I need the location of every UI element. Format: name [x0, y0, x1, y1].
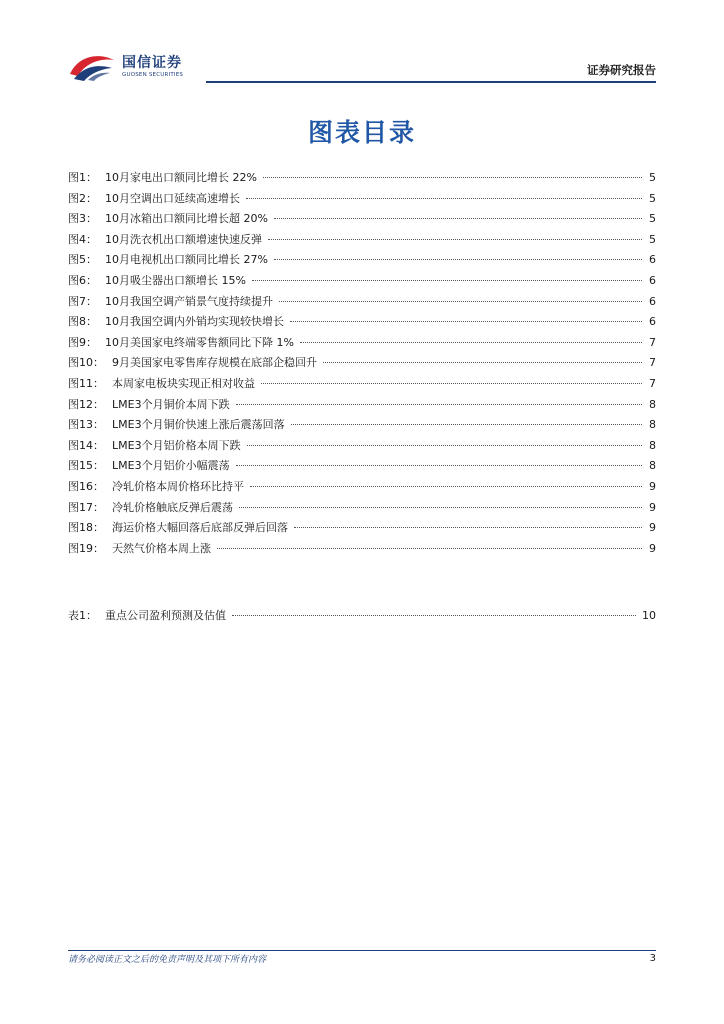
figure-entry-label: 图14： — [68, 438, 104, 452]
table-entry[interactable] — [68, 606, 656, 627]
figure-entry[interactable] — [68, 374, 656, 395]
table-list — [68, 606, 656, 627]
figure-entry-title[interactable]: 天然气价格本周上涨 — [112, 541, 211, 555]
figure-entry-page[interactable]: 6 — [649, 315, 656, 329]
figure-entry-page[interactable]: 5 — [649, 171, 656, 184]
figure-entry-page[interactable]: 5 — [649, 212, 656, 226]
dot-leader — [290, 321, 642, 322]
figure-entry[interactable] — [68, 353, 656, 374]
figure-entry[interactable] — [68, 168, 656, 189]
figure-entry-page[interactable]: 8 — [649, 459, 656, 473]
table-entry-label: 表1： — [68, 609, 97, 622]
dot-leader — [274, 259, 642, 260]
dot-leader — [236, 465, 642, 466]
page-number: 3 — [649, 953, 656, 964]
figure-entry[interactable] — [68, 395, 656, 416]
figure-entry[interactable] — [68, 209, 656, 230]
figure-entry-label: 图16： — [68, 479, 104, 493]
figure-entry-title[interactable]: 10月家电出口额同比增长 22% — [105, 171, 257, 184]
figure-entry-label: 图18： — [68, 521, 104, 535]
logo-name-cn: 国信证券 — [122, 54, 182, 71]
figure-entry-page[interactable]: 6 — [649, 294, 656, 308]
figure-entry-page[interactable]: 7 — [649, 356, 656, 370]
figure-entry[interactable] — [68, 230, 656, 251]
figure-entry-label: 图19： — [68, 541, 104, 555]
guosen-logo — [68, 50, 208, 84]
figure-entry-label: 图3： — [68, 212, 97, 226]
dot-leader — [291, 424, 642, 425]
figure-entry[interactable] — [68, 415, 656, 436]
figure-entry-title[interactable]: 冷轧价格触底反弹后震荡 — [112, 500, 233, 514]
table-entry-page[interactable]: 10 — [642, 609, 656, 622]
figure-entry-title[interactable]: 冷轧价格本周价格环比持平 — [112, 479, 244, 493]
page-title: 图表目录 — [307, 118, 416, 147]
figure-entry[interactable] — [68, 518, 656, 539]
figure-entry-page[interactable]: 9 — [649, 521, 656, 535]
figure-entry-title[interactable]: LME3个月铜价快速上涨后震荡回落 — [112, 418, 285, 432]
dot-leader — [247, 445, 642, 446]
figure-entry-page[interactable]: 6 — [649, 273, 656, 287]
figure-entry[interactable] — [68, 250, 656, 271]
figure-entry[interactable] — [68, 436, 656, 457]
figure-entry-page[interactable]: 5 — [649, 232, 656, 246]
figure-entry-page[interactable]: 9 — [649, 500, 656, 514]
dot-leader — [263, 177, 642, 178]
dot-leader — [217, 548, 642, 549]
figure-entry-label: 图15： — [68, 459, 104, 473]
figure-entry-title[interactable]: 10月洗衣机出口额增速快速反弹 — [105, 232, 262, 246]
figure-entry-page[interactable]: 5 — [649, 191, 656, 205]
dot-leader — [274, 218, 642, 219]
figure-entry-page[interactable]: 8 — [649, 438, 656, 452]
dot-leader — [300, 342, 642, 343]
dot-leader — [268, 239, 642, 240]
figure-entry-title[interactable]: LME3个月铜价本周下跌 — [112, 397, 230, 411]
figure-entry-page[interactable]: 9 — [649, 541, 656, 555]
figure-entry-label: 图17： — [68, 500, 104, 514]
figure-entry-title[interactable]: 10月吸尘器出口额增长 15% — [105, 273, 246, 287]
figure-entry[interactable] — [68, 271, 656, 292]
figure-entry-title[interactable]: 本周家电板块实现正相对收益 — [112, 376, 255, 390]
figure-entry-label: 图11： — [68, 376, 104, 390]
figure-entry-label: 图4： — [68, 232, 97, 246]
figure-entry-page[interactable]: 6 — [649, 253, 656, 267]
dot-leader — [250, 486, 642, 487]
figure-entry[interactable] — [68, 312, 656, 333]
figure-entry[interactable] — [68, 498, 656, 519]
figure-entry-label: 图2： — [68, 191, 97, 205]
guosen-logo-icon — [68, 52, 118, 82]
footer-divider — [68, 950, 656, 951]
figure-entry-page[interactable]: 8 — [649, 418, 656, 432]
header-divider — [206, 81, 656, 83]
figure-entry-label: 图9： — [68, 335, 97, 349]
figure-entry-title[interactable]: LME3个月铝价格本周下跌 — [112, 438, 241, 452]
figure-entry[interactable] — [68, 456, 656, 477]
dot-leader — [239, 507, 642, 508]
dot-leader — [261, 383, 642, 384]
figure-entry-label: 图7： — [68, 294, 97, 308]
figure-list — [68, 168, 656, 559]
dot-leader — [252, 280, 642, 281]
figure-entry-title[interactable]: 10月美国家电终端零售额同比下降 1% — [105, 335, 294, 349]
figure-entry-title[interactable]: 10月空调出口延续高速增长 — [105, 191, 240, 205]
figure-entry-title[interactable]: 10月我国空调内外销均实现较快增长 — [105, 315, 284, 329]
dot-leader — [279, 301, 642, 302]
figure-entry-title[interactable]: 10月冰箱出口额同比增长超 20% — [105, 212, 268, 226]
figure-entry-label: 图10： — [68, 356, 104, 370]
footer-disclaimer: 请务必阅读正文之后的免责声明及其项下所有内容 — [68, 955, 267, 965]
figure-entry-page[interactable]: 8 — [649, 397, 656, 411]
figure-entry-page[interactable]: 7 — [649, 376, 656, 390]
dot-leader — [232, 615, 636, 616]
dot-leader — [236, 404, 642, 405]
figure-entry[interactable] — [68, 292, 656, 313]
figure-entry[interactable] — [68, 477, 656, 498]
table-entry-title[interactable]: 重点公司盈利预测及估值 — [105, 609, 226, 622]
figure-entry-label: 图12： — [68, 397, 104, 411]
figure-entry-label: 图5： — [68, 253, 97, 267]
document-type: 证券研究报告 — [587, 63, 656, 77]
dot-leader — [246, 198, 642, 199]
figure-entry-page[interactable]: 9 — [649, 479, 656, 493]
figure-entry-label: 图8： — [68, 315, 97, 329]
figure-entry-label: 图13： — [68, 418, 104, 432]
figure-entry-title[interactable]: 10月电视机出口额同比增长 27% — [105, 253, 268, 267]
figure-entry-page[interactable]: 7 — [649, 335, 656, 349]
figure-entry-title[interactable]: 10月我国空调产销景气度持续提升 — [105, 294, 273, 308]
page-header — [68, 50, 656, 84]
logo-name-en: GUOSEN SECURITIES — [122, 71, 184, 78]
figure-entry[interactable] — [68, 189, 656, 210]
dot-leader — [323, 362, 642, 363]
figure-entry[interactable] — [68, 539, 656, 560]
figure-entry-label: 图1： — [68, 171, 97, 184]
figure-entry-title[interactable]: 9月美国家电零售库存规模在底部企稳回升 — [112, 356, 317, 370]
figure-entry-title[interactable]: 海运价格大幅回落后底部反弹后回落 — [112, 521, 288, 535]
figure-entry[interactable] — [68, 333, 656, 354]
dot-leader — [294, 527, 642, 528]
figure-entry-title[interactable]: LME3个月铝价小幅震荡 — [112, 459, 230, 473]
figure-entry-label: 图6： — [68, 273, 97, 287]
